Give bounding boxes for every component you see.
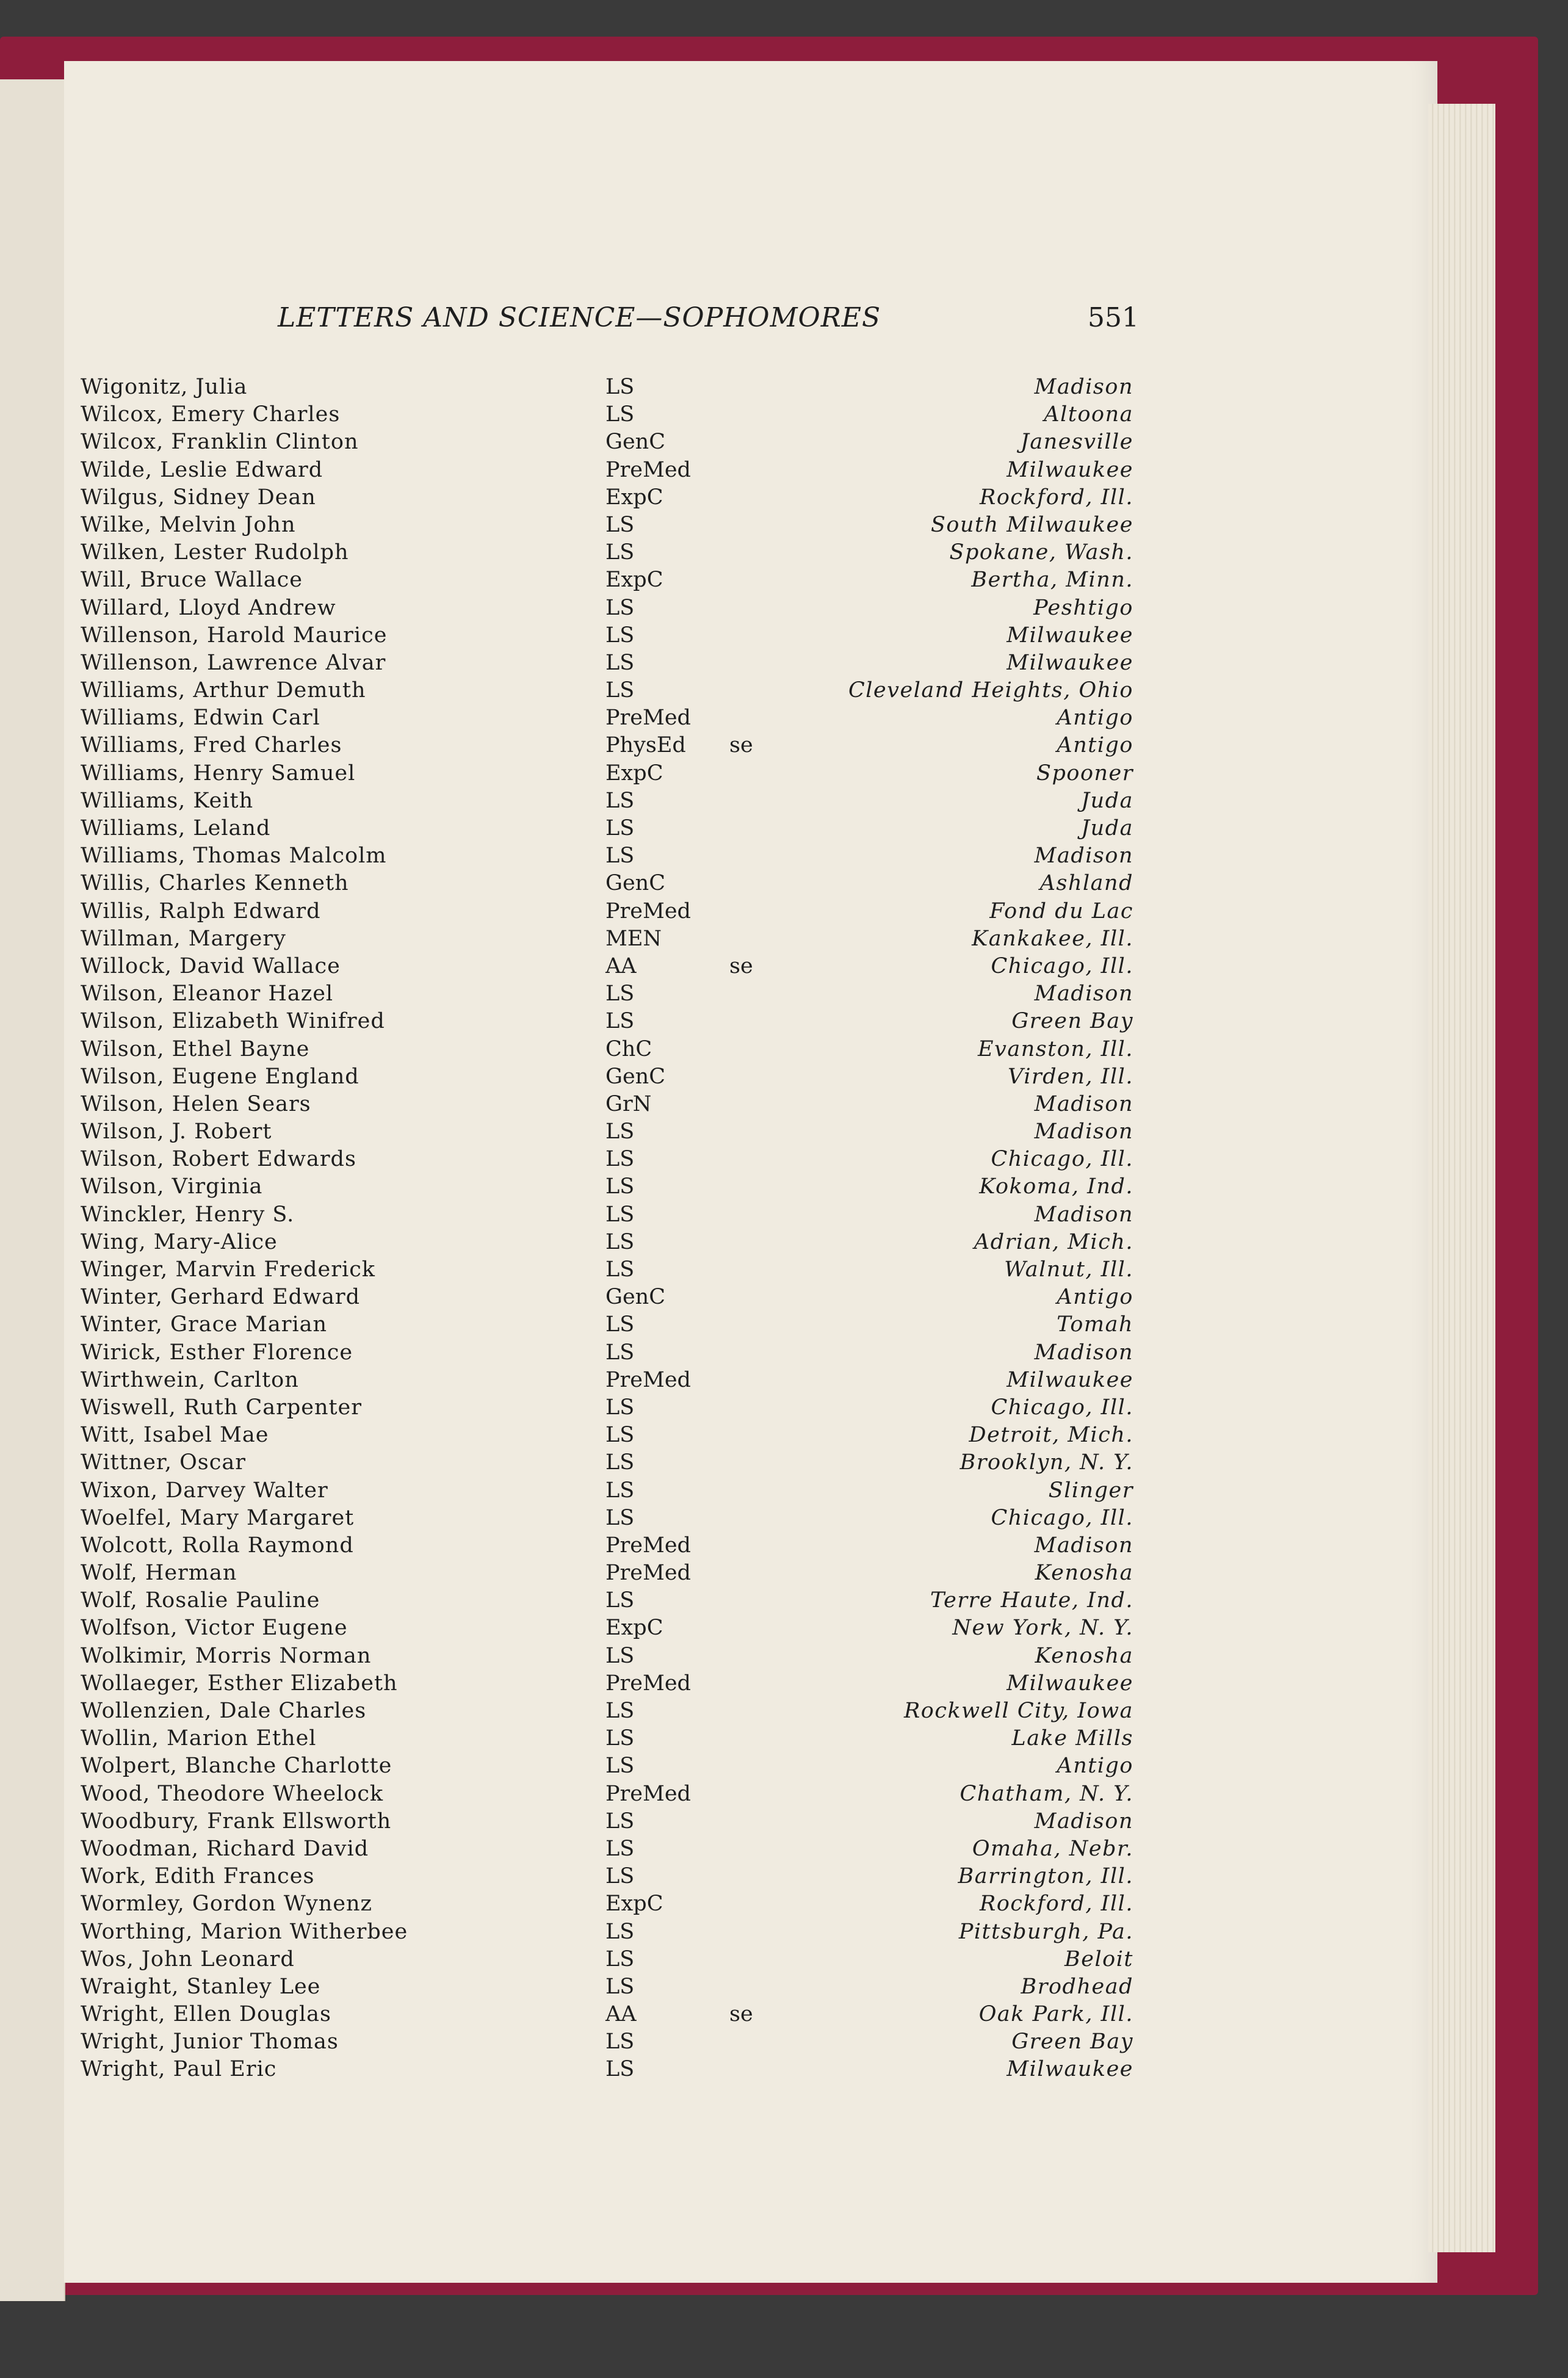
list-item bbox=[0, 1173, 1568, 1201]
student-name: Winter, Gerhard Edward bbox=[81, 1285, 360, 1310]
student-name: Winger, Marvin Frederick bbox=[81, 1257, 375, 1282]
hometown: Spokane, Wash. bbox=[949, 540, 1133, 565]
hometown: Milwaukee bbox=[1006, 1367, 1133, 1392]
course-code: GenC bbox=[605, 871, 665, 896]
list-item bbox=[0, 1808, 1568, 1835]
list-item bbox=[0, 815, 1568, 842]
list-item bbox=[0, 677, 1568, 704]
course-code: LS bbox=[605, 1312, 635, 1337]
list-item bbox=[0, 1835, 1568, 1863]
course-code: PreMed bbox=[605, 706, 691, 731]
hometown: Janesville bbox=[1020, 430, 1133, 455]
list-item bbox=[0, 1587, 1568, 1614]
hometown: Virden, Ill. bbox=[1008, 1064, 1133, 1089]
student-name: Woelfel, Mary Margaret bbox=[81, 1505, 355, 1530]
course-code: LS bbox=[605, 623, 635, 648]
student-name: Wright, Paul Eric bbox=[81, 2057, 277, 2082]
section-title: LETTERS AND SCIENCE—SOPHOMORES bbox=[278, 302, 881, 333]
hometown: Terre Haute, Ind. bbox=[930, 1588, 1133, 1613]
list-item bbox=[0, 980, 1568, 1008]
student-name: Williams, Arthur Demuth bbox=[81, 678, 366, 703]
hometown: Barrington, Ill. bbox=[958, 1864, 1133, 1889]
course-code: LS bbox=[605, 1340, 635, 1365]
course-code: LS bbox=[605, 1174, 635, 1199]
list-item bbox=[0, 787, 1568, 815]
student-name: Wilson, Ethel Bayne bbox=[81, 1036, 310, 1061]
course-code: GenC bbox=[605, 1285, 665, 1310]
hometown: Kenosha bbox=[1035, 1561, 1133, 1586]
course-code: PreMed bbox=[605, 1781, 691, 1806]
list-item bbox=[0, 484, 1568, 511]
course-code: PreMed bbox=[605, 1671, 691, 1696]
list-item bbox=[0, 401, 1568, 428]
student-name: Wilson, Elizabeth Winifred bbox=[81, 1009, 385, 1034]
course-code: LS bbox=[605, 1257, 635, 1282]
course-code: LS bbox=[605, 1505, 635, 1530]
course-code: LS bbox=[605, 1202, 635, 1227]
enrollment-note: se bbox=[729, 2002, 753, 2027]
list-item bbox=[0, 428, 1568, 456]
student-name: Wolcott, Rolla Raymond bbox=[81, 1533, 354, 1558]
list-item bbox=[0, 1559, 1568, 1587]
student-name: Wolfson, Victor Eugene bbox=[81, 1616, 348, 1641]
student-name: Wilgus, Sidney Dean bbox=[81, 485, 316, 510]
course-code: LS bbox=[605, 678, 635, 703]
hometown: Pittsburgh, Pa. bbox=[958, 1919, 1133, 1944]
course-code: GenC bbox=[605, 1064, 665, 1089]
student-name: Wolf, Rosalie Pauline bbox=[81, 1588, 320, 1613]
list-item bbox=[0, 1670, 1568, 1697]
student-name: Wilde, Leslie Edward bbox=[81, 457, 323, 482]
student-name: Williams, Fred Charles bbox=[81, 733, 342, 758]
list-item bbox=[0, 898, 1568, 925]
course-code: LS bbox=[605, 512, 635, 537]
course-code: GrN bbox=[605, 1091, 652, 1116]
course-code: PhysEd bbox=[605, 733, 686, 758]
list-item bbox=[0, 1780, 1568, 1808]
list-item bbox=[0, 539, 1568, 566]
student-name: Wolkimir, Morris Norman bbox=[81, 1643, 372, 1668]
student-name: Wilcox, Emery Charles bbox=[81, 402, 341, 427]
course-code: LS bbox=[605, 844, 635, 869]
course-code: GenC bbox=[605, 430, 665, 455]
hometown: Madison bbox=[1034, 1119, 1133, 1144]
hometown: Chicago, Ill. bbox=[991, 953, 1133, 978]
course-code: LS bbox=[605, 540, 635, 565]
course-code: LS bbox=[605, 1974, 635, 1999]
course-code: ExpC bbox=[605, 485, 663, 510]
course-code: LS bbox=[605, 1809, 635, 1834]
list-item bbox=[0, 1036, 1568, 1063]
course-code: LS bbox=[605, 1478, 635, 1503]
list-item bbox=[0, 1505, 1568, 1532]
student-name: Wilson, Eleanor Hazel bbox=[81, 981, 334, 1006]
hometown: Brooklyn, N. Y. bbox=[959, 1450, 1133, 1475]
hometown: Milwaukee bbox=[1006, 650, 1133, 675]
student-name: Wixon, Darvey Walter bbox=[81, 1478, 328, 1503]
student-name: Winter, Grace Marian bbox=[81, 1312, 328, 1337]
list-item bbox=[0, 2056, 1568, 2083]
hometown: Madison bbox=[1034, 844, 1133, 869]
hometown: Fond du Lac bbox=[989, 898, 1133, 923]
list-item bbox=[0, 760, 1568, 787]
enrollment-note: se bbox=[729, 953, 753, 978]
course-code: LS bbox=[605, 1588, 635, 1613]
course-code: LS bbox=[605, 1754, 635, 1779]
course-code: LS bbox=[605, 595, 635, 620]
list-item bbox=[0, 1118, 1568, 1146]
list-item bbox=[0, 1146, 1568, 1173]
hometown: Chicago, Ill. bbox=[991, 1147, 1133, 1172]
list-item bbox=[0, 1008, 1568, 1035]
list-item bbox=[0, 1201, 1568, 1229]
student-name: Wilcox, Franklin Clinton bbox=[81, 430, 359, 455]
list-item bbox=[0, 1697, 1568, 1725]
list-item bbox=[0, 1643, 1568, 1670]
student-name: Wollaeger, Esther Elizabeth bbox=[81, 1671, 398, 1696]
hometown: Juda bbox=[1081, 788, 1133, 813]
student-name: Willman, Margery bbox=[81, 926, 286, 951]
student-name: Wolpert, Blanche Charlotte bbox=[81, 1754, 392, 1779]
student-name: Worthing, Marion Witherbee bbox=[81, 1919, 408, 1944]
hometown: Ashland bbox=[1039, 871, 1133, 896]
student-name: Williams, Leland bbox=[81, 816, 271, 840]
hometown: Tomah bbox=[1057, 1312, 1133, 1337]
list-item bbox=[0, 1725, 1568, 1752]
student-name: Wing, Mary-Alice bbox=[81, 1229, 278, 1254]
course-code: LS bbox=[605, 2029, 635, 2055]
course-code: LS bbox=[605, 1946, 635, 1971]
course-code: LS bbox=[605, 1395, 635, 1420]
course-code: LS bbox=[605, 816, 635, 840]
hometown: Madison bbox=[1034, 375, 1133, 399]
hometown: Rockwell City, Iowa bbox=[903, 1699, 1133, 1723]
course-code: LS bbox=[605, 650, 635, 675]
student-name: Woodman, Richard David bbox=[81, 1836, 369, 1861]
student-name: Willis, Charles Kenneth bbox=[81, 871, 349, 896]
hometown: Kenosha bbox=[1035, 1643, 1133, 1668]
student-name: Willis, Ralph Edward bbox=[81, 898, 321, 923]
student-name: Woodbury, Frank Ellsworth bbox=[81, 1809, 392, 1834]
course-code: LS bbox=[605, 1726, 635, 1751]
list-item bbox=[0, 1367, 1568, 1394]
hometown: Kankakee, Ill. bbox=[972, 926, 1133, 951]
course-code: LS bbox=[605, 1450, 635, 1475]
hometown: Green Bay bbox=[1011, 1009, 1133, 1034]
hometown: Juda bbox=[1081, 816, 1133, 840]
student-name: Wormley, Gordon Wynenz bbox=[81, 1892, 372, 1917]
hometown: Spooner bbox=[1036, 761, 1133, 786]
student-name: Wollenzien, Dale Charles bbox=[81, 1699, 367, 1723]
list-item bbox=[0, 1311, 1568, 1339]
hometown: Chicago, Ill. bbox=[991, 1505, 1133, 1530]
hometown: Altoona bbox=[1044, 402, 1133, 427]
hometown: Rockford, Ill. bbox=[980, 485, 1133, 510]
list-item bbox=[0, 925, 1568, 953]
course-code: LS bbox=[605, 981, 635, 1006]
student-name: Williams, Henry Samuel bbox=[81, 761, 356, 786]
hometown: Antigo bbox=[1057, 1285, 1133, 1310]
list-item bbox=[0, 2001, 1568, 2028]
student-name: Williams, Thomas Malcolm bbox=[81, 844, 387, 869]
list-item bbox=[0, 1946, 1568, 1973]
hometown: Detroit, Mich. bbox=[969, 1423, 1133, 1448]
hometown: Peshtigo bbox=[1033, 595, 1133, 620]
student-name: Will, Bruce Wallace bbox=[81, 568, 303, 593]
student-name: Wood, Theodore Wheelock bbox=[81, 1781, 384, 1806]
course-code: LS bbox=[605, 1423, 635, 1448]
course-code: PreMed bbox=[605, 898, 691, 923]
enrollment-note: se bbox=[729, 733, 753, 758]
student-name: Wright, Ellen Douglas bbox=[81, 2002, 332, 2027]
hometown: Milwaukee bbox=[1006, 1671, 1133, 1696]
course-code: AA bbox=[605, 2002, 637, 2027]
student-name: Wilson, Virginia bbox=[81, 1174, 263, 1199]
list-item bbox=[0, 511, 1568, 539]
course-code: LS bbox=[605, 1919, 635, 1944]
hometown: Rockford, Ill. bbox=[980, 1892, 1133, 1917]
list-item bbox=[0, 1532, 1568, 1559]
hometown: Antigo bbox=[1057, 733, 1133, 758]
hometown: Brodhead bbox=[1021, 1974, 1133, 1999]
student-name: Witt, Isabel Mae bbox=[81, 1423, 269, 1448]
hometown: Madison bbox=[1034, 1091, 1133, 1116]
hometown: Antigo bbox=[1057, 1754, 1133, 1779]
course-code: PreMed bbox=[605, 1561, 691, 1586]
list-item bbox=[0, 1918, 1568, 1946]
student-name: Work, Edith Frances bbox=[81, 1864, 315, 1889]
hometown: Milwaukee bbox=[1006, 623, 1133, 648]
hometown: Antigo bbox=[1057, 706, 1133, 731]
list-item bbox=[0, 1229, 1568, 1256]
course-code: AA bbox=[605, 953, 637, 978]
student-name: Wright, Junior Thomas bbox=[81, 2029, 339, 2055]
hometown: Madison bbox=[1034, 1202, 1133, 1227]
hometown: Madison bbox=[1034, 1533, 1133, 1558]
course-code: LS bbox=[605, 1643, 635, 1668]
hometown: Madison bbox=[1034, 1809, 1133, 1834]
list-item bbox=[0, 1063, 1568, 1091]
hometown: Kokoma, Ind. bbox=[979, 1174, 1133, 1199]
hometown: South Milwaukee bbox=[930, 512, 1133, 537]
list-item bbox=[0, 1284, 1568, 1311]
course-code: LS bbox=[605, 1836, 635, 1861]
hometown: Lake Mills bbox=[1011, 1726, 1133, 1751]
list-item bbox=[0, 1394, 1568, 1422]
hometown: Evanston, Ill. bbox=[978, 1036, 1133, 1061]
course-code: MEN bbox=[605, 926, 662, 951]
list-item bbox=[0, 1752, 1568, 1780]
course-code: LS bbox=[605, 788, 635, 813]
student-name: Wilken, Lester Rudolph bbox=[81, 540, 349, 565]
student-name: Willock, David Wallace bbox=[81, 953, 341, 978]
student-name: Wos, John Leonard bbox=[81, 1946, 295, 1971]
course-code: LS bbox=[605, 402, 635, 427]
student-name: Wilson, Helen Sears bbox=[81, 1091, 311, 1116]
student-name: Wirick, Esther Florence bbox=[81, 1340, 353, 1365]
list-item bbox=[0, 594, 1568, 622]
student-name: Wilson, Robert Edwards bbox=[81, 1147, 356, 1172]
hometown: Omaha, Nebr. bbox=[972, 1836, 1133, 1861]
list-item bbox=[0, 842, 1568, 870]
course-code: LS bbox=[605, 1119, 635, 1144]
hometown: Bertha, Minn. bbox=[971, 568, 1133, 593]
list-item bbox=[0, 1863, 1568, 1890]
hometown: Madison bbox=[1034, 981, 1133, 1006]
list-item bbox=[0, 732, 1568, 759]
course-code: LS bbox=[605, 375, 635, 399]
course-code: LS bbox=[605, 1864, 635, 1889]
hometown: Cleveland Heights, Ohio bbox=[848, 678, 1133, 703]
list-item bbox=[0, 953, 1568, 980]
course-code: LS bbox=[605, 1699, 635, 1723]
list-item bbox=[0, 1477, 1568, 1505]
list-item bbox=[0, 2028, 1568, 2056]
list-item bbox=[0, 1091, 1568, 1118]
student-name: Willenson, Harold Maurice bbox=[81, 623, 388, 648]
course-code: PreMed bbox=[605, 1533, 691, 1558]
hometown: Slinger bbox=[1048, 1478, 1133, 1503]
list-item bbox=[0, 1614, 1568, 1642]
student-name: Willenson, Lawrence Alvar bbox=[81, 650, 386, 675]
course-code: PreMed bbox=[605, 1367, 691, 1392]
course-code: LS bbox=[605, 1009, 635, 1034]
hometown: Adrian, Mich. bbox=[974, 1229, 1133, 1254]
student-name: Wittner, Oscar bbox=[81, 1450, 246, 1475]
student-name: Wigonitz, Julia bbox=[81, 375, 248, 399]
hometown: Green Bay bbox=[1011, 2029, 1133, 2055]
course-code: PreMed bbox=[605, 457, 691, 482]
course-code: ExpC bbox=[605, 568, 663, 593]
student-name: Wilson, Eugene England bbox=[81, 1064, 359, 1089]
page-number: 551 bbox=[1088, 302, 1139, 333]
list-item bbox=[0, 622, 1568, 649]
student-name: Wirthwein, Carlton bbox=[81, 1367, 299, 1392]
student-name: Wilke, Melvin John bbox=[81, 512, 296, 537]
course-code: ExpC bbox=[605, 761, 663, 786]
hometown: Chatham, N. Y. bbox=[959, 1781, 1133, 1806]
list-item bbox=[0, 870, 1568, 897]
list-item bbox=[0, 566, 1568, 594]
student-name: Wiswell, Ruth Carpenter bbox=[81, 1395, 362, 1420]
hometown: Madison bbox=[1034, 1340, 1133, 1365]
course-code: LS bbox=[605, 1147, 635, 1172]
course-code: LS bbox=[605, 1229, 635, 1254]
course-code: ExpC bbox=[605, 1892, 663, 1917]
student-name: Wilson, J. Robert bbox=[81, 1119, 272, 1144]
list-item bbox=[0, 1973, 1568, 2001]
list-item bbox=[0, 1339, 1568, 1367]
list-item bbox=[0, 1890, 1568, 1918]
student-name: Williams, Edwin Carl bbox=[81, 706, 320, 731]
student-name: Wollin, Marion Ethel bbox=[81, 1726, 317, 1751]
course-code: ChC bbox=[605, 1036, 652, 1061]
list-item bbox=[0, 457, 1568, 484]
student-name: Willard, Lloyd Andrew bbox=[81, 595, 336, 620]
list-item bbox=[0, 704, 1568, 732]
student-name: Winckler, Henry S. bbox=[81, 1202, 295, 1227]
hometown: Beloit bbox=[1064, 1946, 1133, 1971]
hometown: Oak Park, Ill. bbox=[978, 2002, 1133, 2027]
course-code: ExpC bbox=[605, 1616, 663, 1641]
student-name: Williams, Keith bbox=[81, 788, 254, 813]
list-item bbox=[0, 374, 1568, 401]
student-name: Wraight, Stanley Lee bbox=[81, 1974, 321, 1999]
hometown: Chicago, Ill. bbox=[991, 1395, 1133, 1420]
list-item bbox=[0, 1422, 1568, 1449]
hometown: Walnut, Ill. bbox=[1004, 1257, 1133, 1282]
student-name: Wolf, Herman bbox=[81, 1561, 237, 1586]
hometown: Milwaukee bbox=[1006, 2057, 1133, 2082]
course-code: LS bbox=[605, 2057, 635, 2082]
list-item bbox=[0, 1256, 1568, 1284]
hometown: New York, N. Y. bbox=[952, 1616, 1133, 1641]
hometown: Milwaukee bbox=[1006, 457, 1133, 482]
student-list bbox=[0, 374, 1568, 2084]
list-item bbox=[0, 649, 1568, 677]
list-item bbox=[0, 1449, 1568, 1476]
